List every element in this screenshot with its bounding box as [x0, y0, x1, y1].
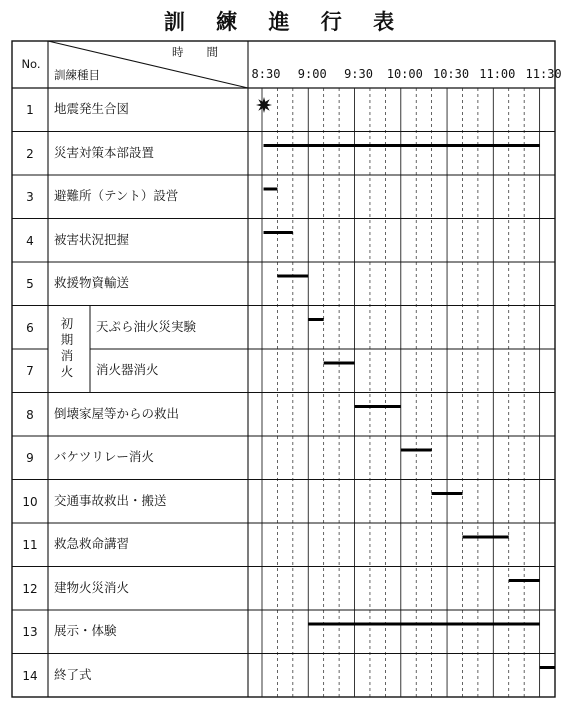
row-training-name: 災害対策本部設置 [54, 144, 155, 160]
row-training-name: 倒壊家屋等からの救出 [54, 405, 180, 421]
table-border [12, 41, 555, 697]
group-label-initial-fire [57, 316, 77, 380]
row-number: 14 [22, 668, 38, 683]
row-number: 7 [26, 364, 34, 378]
group-label-char: 期 [60, 331, 74, 347]
row-training-name: バケツリレー消火 [54, 449, 154, 464]
row-training-name: 避難所（テント）設営 [54, 188, 179, 203]
time-tick-label: 11:00 [479, 67, 516, 81]
header-training-label: 訓練種目 [54, 68, 100, 82]
row-training-name: 救急救命講習 [54, 536, 130, 551]
time-tick-label: 9:00 [297, 67, 327, 81]
time-tick-label: 10:00 [386, 67, 423, 81]
row-training-name: 地震発生合図 [54, 101, 130, 116]
group-label-char: 火 [60, 363, 74, 379]
row-number: 13 [22, 625, 38, 639]
time-tick-label: 11:30 [525, 67, 562, 81]
start-signal-mark [256, 97, 272, 113]
row-training-name: 建物火災消火 [54, 579, 130, 595]
row-number: 1 [26, 103, 34, 117]
row-number: 8 [26, 407, 34, 422]
group-label-char: 消 [60, 347, 74, 363]
row-training-name: 展示・体験 [54, 623, 117, 638]
row-number: 2 [26, 146, 34, 161]
row-training-name: 被害状況把握 [54, 231, 130, 247]
row-number: 4 [26, 233, 34, 248]
row-training-name: 救援物資輸送 [54, 275, 130, 290]
row-number: 5 [26, 277, 34, 291]
time-tick-label: 9:30 [344, 67, 373, 81]
header-time-label: 時 間 [172, 45, 218, 59]
row-number: 6 [26, 320, 34, 335]
row-number: 9 [26, 451, 34, 465]
row-training-name: 天ぷら油火災実験 [96, 318, 197, 334]
row-number: 10 [22, 494, 38, 509]
row-training-name: 交通事故救出・搬送 [54, 492, 167, 508]
time-tick-label: 8:30 [251, 67, 281, 81]
group-label-char: 初 [60, 315, 74, 331]
row-number: 3 [26, 190, 34, 204]
row-training-name: 終了式 [54, 666, 92, 682]
header-no-label: No. [21, 57, 41, 71]
page-title: 訓 練 進 行 表 [163, 10, 407, 34]
row-number: 12 [22, 581, 38, 596]
row-training-name: 消火器消火 [96, 362, 159, 377]
time-tick-label: 10:30 [432, 67, 470, 81]
row-number: 11 [22, 538, 38, 552]
